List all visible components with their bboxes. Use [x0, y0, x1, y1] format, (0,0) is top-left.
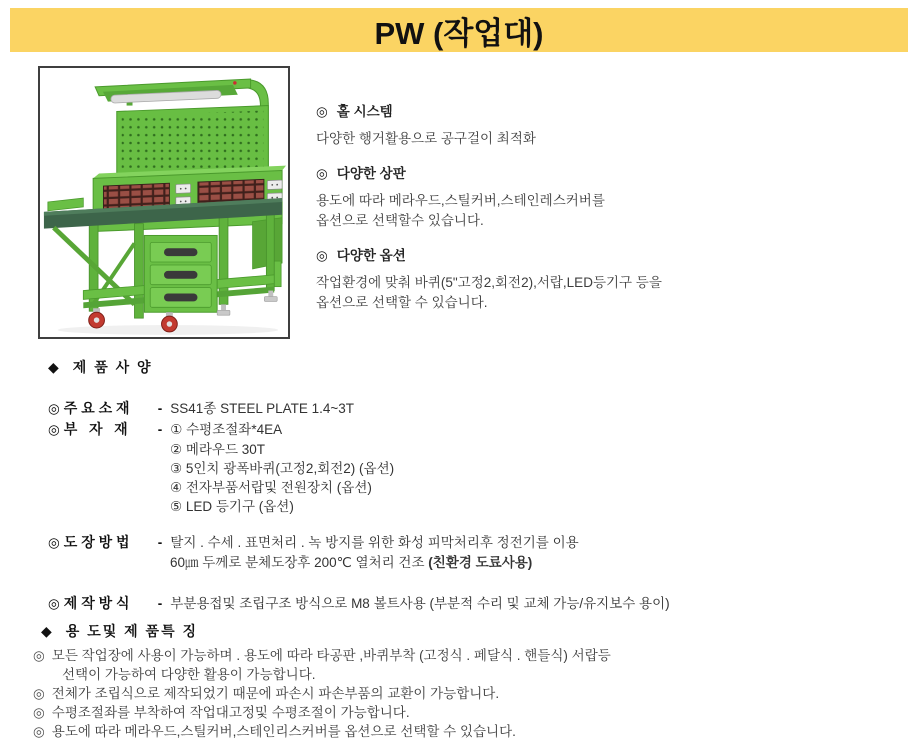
- spec-row-painting: [48, 532, 898, 553]
- drawer-handle: [164, 271, 197, 279]
- spec-label: 제 작 방 식: [63, 595, 130, 611]
- usage-item: [33, 722, 903, 741]
- usage-text: 용도에 따라 메라우드,스틸커버,스테인리스커버를 옵션으로 선택할 수 있습니다.: [51, 724, 516, 739]
- product-image-frame: [38, 66, 290, 339]
- page-title: PW (작업대): [374, 15, 544, 51]
- spec-value: SS41종 STEEL PLATE 1.4~3T: [170, 401, 355, 416]
- feature-title: 홀 시스템: [336, 104, 393, 119]
- spec-separator: -: [157, 401, 163, 416]
- left-extension: [48, 198, 83, 211]
- spec-row-material: [48, 398, 898, 419]
- double-circle-bullet-icon: ◎: [33, 705, 45, 720]
- painting-line2: 60㎛ 두께로 분체도장후 200℃ 열처리 건조: [170, 555, 429, 570]
- usage-item: [33, 684, 903, 703]
- title-banner: [10, 8, 908, 52]
- spec-label: 부 자 재: [63, 421, 128, 437]
- feature-line: 작업환경에 맞춰 바퀴(5"고정2,회전2),서랍,LED등기구 등을: [316, 275, 662, 290]
- double-circle-bullet-icon: ◎: [48, 401, 60, 416]
- spec-heading: 제 품 사 양: [72, 359, 153, 375]
- usage-heading: 용 도및 제 품특 징: [65, 623, 199, 639]
- spec-separator: -: [157, 535, 163, 550]
- usage-text: 전체가 조립식으로 제작되었기 때문에 파손시 파손부품의 교환이 가능합니다.: [51, 686, 500, 701]
- spec-row-method: [48, 593, 898, 614]
- feature-title: 다양한 상판: [336, 166, 406, 181]
- workbench-illustration: [40, 68, 288, 337]
- double-circle-bullet-icon: ◎: [48, 596, 60, 611]
- feature-various-tops: [316, 165, 746, 231]
- feature-line: 용도에 따라 메라우드,스틸커버,스테인레스커버를: [316, 193, 605, 208]
- feature-title: 다양한 옵션: [336, 248, 406, 263]
- usage-section: [33, 622, 903, 741]
- spec-label: 도 장 방 법: [63, 534, 130, 550]
- diamond-icon: ◆: [41, 623, 54, 639]
- double-circle-bullet-icon: ◎: [48, 535, 60, 550]
- feature-line: 옵션으로 선택할수 있습니다.: [316, 213, 484, 228]
- spec-separator: -: [157, 422, 163, 437]
- feature-list: [316, 103, 746, 329]
- usage-item: [33, 703, 903, 722]
- double-circle-bullet-icon: ◎: [33, 648, 45, 663]
- parts-sub-item: ③ 5인치 광폭바퀴(고정2,회전2) (옵션): [170, 461, 395, 476]
- parts-sub-item: ② 메라우드 30T: [170, 442, 266, 457]
- double-circle-bullet-icon: ◎: [316, 104, 328, 119]
- usage-item: [33, 646, 903, 665]
- spec-value: 부분용접및 조립구조 방식으로 M8 볼트사용 (부분적 수리 및 교체 가능/유지보수 용이): [170, 596, 670, 611]
- usage-text-continuation: 선택이 가능하여 다양한 활용이 가능합니다.: [62, 667, 316, 682]
- spec-separator: -: [157, 596, 163, 611]
- spec-label: 주 요 소 재: [63, 400, 130, 416]
- spec-value: ① 수평조절좌*4EA: [170, 422, 283, 437]
- drawer-unit: [144, 235, 217, 312]
- spec-value: 탈지 . 수세 . 표면처리 . 녹 방지를 위한 화성 피막처리후 정전기를 이용: [170, 535, 579, 550]
- painting-line2-bold: (친환경 도료사용): [428, 555, 533, 570]
- double-circle-bullet-icon: ◎: [33, 686, 45, 701]
- usage-text: 수평조절좌를 부착하여 작업대고정및 수평조절이 가능합니다.: [51, 705, 410, 720]
- double-circle-bullet-icon: ◎: [316, 248, 328, 263]
- drawer-handle: [164, 248, 197, 256]
- parts-sub-item: ④ 전자부품서랍및 전원장치 (옵션): [170, 480, 372, 495]
- feature-hole-system: [316, 103, 746, 149]
- drawer-handle: [164, 294, 197, 302]
- double-circle-bullet-icon: ◎: [316, 166, 328, 181]
- feature-line: 옵션으로 선택할 수 있습니다.: [316, 295, 488, 310]
- parts-sub-item: ⑤ LED 등기구 (옵션): [170, 499, 294, 514]
- feature-line: 다양한 행거활용으로 공구걸이 최적화: [316, 131, 536, 146]
- double-circle-bullet-icon: ◎: [48, 422, 60, 437]
- feature-various-options: [316, 247, 746, 313]
- usage-text: 모든 작업장에 사용이 가능하며 . 용도에 따라 타공판 ,바퀴부착 (고정식 . 페달식 . 핸들식) 서랍등: [51, 648, 611, 663]
- spec-section: [48, 358, 898, 614]
- painting-continuation: [170, 553, 898, 573]
- spec-row-parts: [48, 419, 898, 440]
- diamond-icon: ◆: [48, 359, 61, 375]
- usage-heading-row: [33, 622, 903, 640]
- spec-heading-row: [48, 358, 898, 376]
- double-circle-bullet-icon: ◎: [33, 724, 45, 739]
